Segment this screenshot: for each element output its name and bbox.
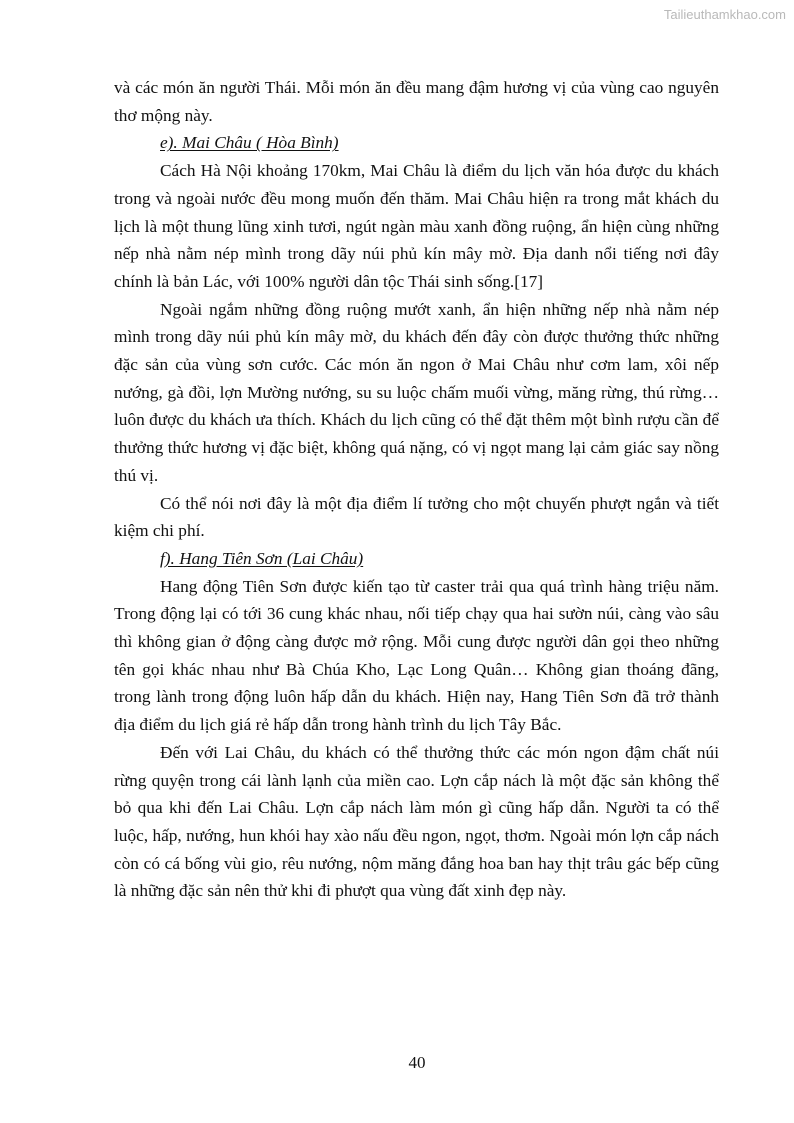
paragraph-mai-chau-food: Ngoài ngắm những đồng ruộng mướt xanh, ẩn hiện những nếp nhà nằm nép mình trong dãy núi phủ kín mây mờ, du khách đến đây còn được thưởng thức những đặc sản của vùng sơn cước. Các món ăn ngon ở Mai Châu như cơm lam, xôi nếp nướng, gà đồi, lợn Mường nướng, su su luộc chấm muối vừng, măng rừng, thú rừng… luôn được du khách ưa thích. Khách du lịch cũng có thể đặt thêm một bình rượu cần để thưởng thức hương vị đặc biệt, không quá nặng, có vị ngọt mang lại cảm giác say nồng thú vị. xyxy=(114,299,719,485)
paragraph-lai-chau-food: Đến với Lai Châu, du khách có thể thưởng thức các món ngon đậm chất núi rừng quyện trong cái lành lạnh của miền cao. Lợn cắp nách là một đặc sản không thể bỏ qua khi đến Lai Châu. Lợn cắp nách làm món gì cũng hấp dẫn. Người ta có thể luộc, hấp, nướng, hun khói hay xào nấu đều ngon, ngọt, thơm. Ngoài món lợn cắp nách còn có cá bống vùi gio, rêu nướng, nộm măng đắng hoa ban hay thịt trâu gác bếp cũng là những đặc sản nên thử khi đi phượt qua vùng đất xinh đẹp này. xyxy=(114,742,719,901)
document-body xyxy=(114,74,719,905)
paragraph-mai-chau-intro: Cách Hà Nội khoảng 170km, Mai Châu là điểm du lịch văn hóa được du khách trong và ngoài nước đều mong muốn đến thăm. Mai Châu hiện ra trong mắt khách du lịch là một thung lũng xinh tươi, ngút ngàn màu xanh đồng ruộng, ẩn hiện cùng những nếp nhà nằm nép mình trong dãy núi phủ kín mây mờ. Địa danh nổi tiếng nơi đây chính là bản Lác, với 100% người dân tộc Thái sinh sống.[17] xyxy=(114,161,719,291)
paragraph-continuation: và các món ăn người Thái. Mỗi món ăn đều mang đậm hương vị của vùng cao nguyên thơ mộng này. xyxy=(114,78,719,125)
paragraph-hang-tien-son-intro: Hang động Tiên Sơn được kiến tạo từ caster trải qua quá trình hàng triệu năm. Trong động lại có tới 36 cung khác nhau, nối tiếp chạy qua hai sườn núi, càng vào sâu thì không gian ở động càng được mở rộng. Mỗi cung được người dân gọi theo những tên gọi khác nhau như Bà Chúa Kho, Lạc Long Quân… Không gian thoáng đãng, trong lành trong động luôn hấp dẫn du khách. Hiện nay, Hang Tiên Sơn đã trở thành địa điểm du lịch giá rẻ hấp dẫn trong hành trình du lịch Tây Bắc. xyxy=(114,576,719,735)
watermark: Tailieuthamkhao.com xyxy=(663,7,786,22)
page-number: 40 xyxy=(408,1053,426,1072)
section-heading-mai-chau: e). Mai Châu ( Hòa Bình) xyxy=(160,133,339,153)
section-heading-hang-tien-son: f). Hang Tiên Sơn (Lai Châu) xyxy=(160,548,364,568)
paragraph-mai-chau-summary: Có thể nói nơi đây là một địa điểm lí tưởng cho một chuyến phượt ngắn và tiết kiệm chi phí. xyxy=(114,493,719,541)
